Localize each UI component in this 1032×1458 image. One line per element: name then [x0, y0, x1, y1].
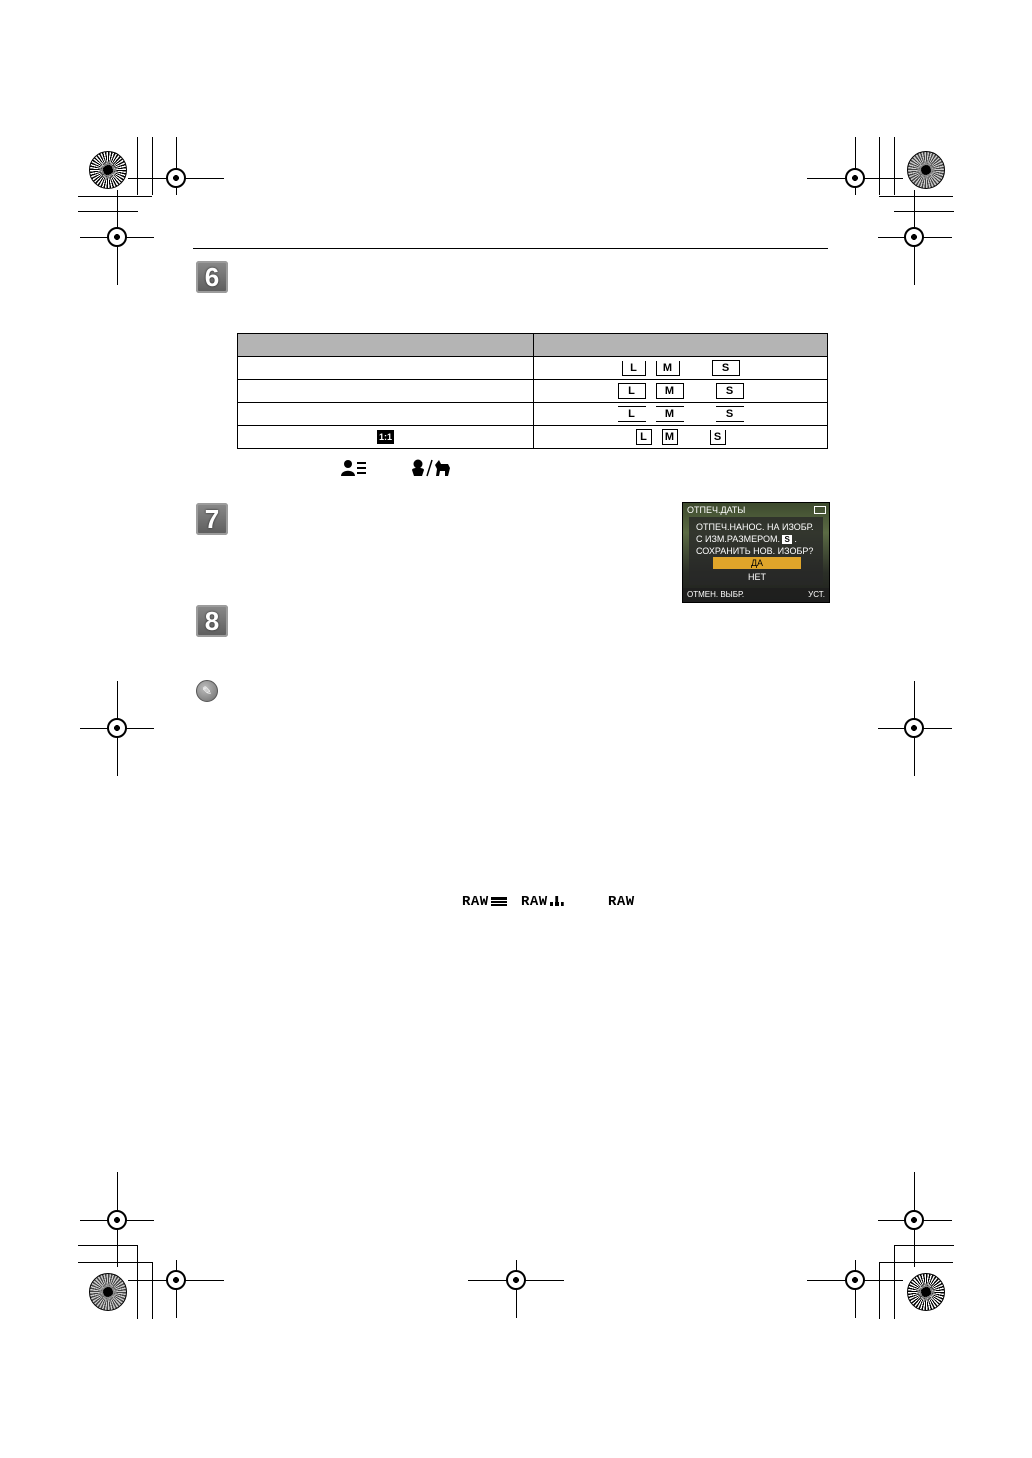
- target-icon: [107, 718, 127, 738]
- registration-rosette-icon: [907, 151, 945, 189]
- dialog-line-3: СОХРАНИТЬ НОВ. ИЗОБР?: [696, 546, 814, 556]
- crop-mark: [137, 137, 138, 195]
- target-icon: [904, 227, 924, 247]
- no-option[interactable]: НЕТ: [748, 572, 766, 582]
- table-cell: [238, 380, 534, 403]
- size-table: [237, 333, 828, 449]
- table-row: [238, 357, 828, 380]
- target-icon: [166, 1270, 186, 1290]
- screen-title: ОТПЕЧ.ДАТЫ: [687, 505, 746, 515]
- target-icon: [166, 168, 186, 188]
- battery-icon: [814, 506, 826, 514]
- crop-mark: [78, 1262, 152, 1263]
- table-row: [238, 426, 828, 449]
- raw-label: RAW: [521, 894, 548, 910]
- baby-pet-icon: [410, 459, 452, 477]
- crop-mark: [879, 1262, 953, 1263]
- crop-mark: [894, 137, 895, 195]
- step-8-badge: 8: [196, 605, 228, 637]
- registration-rosette-icon: [907, 1273, 945, 1311]
- dialog-line-2-text: С ИЗМ.РАЗМЕРОМ.: [696, 534, 780, 544]
- target-icon: [845, 1270, 865, 1290]
- raw-fine-icon: [462, 894, 507, 910]
- crop-mark: [879, 137, 880, 195]
- camera-lcd-screenshot: [682, 502, 830, 603]
- table-header-row: [238, 334, 828, 357]
- table-row: [238, 380, 828, 403]
- raw-icon: [608, 894, 635, 910]
- crop-mark: [137, 1245, 138, 1319]
- crop-mark: [894, 211, 954, 212]
- target-icon: [904, 718, 924, 738]
- size-l-icon: L: [636, 429, 652, 445]
- raw-standard-icon: [521, 894, 564, 910]
- crop-mark: [78, 1245, 138, 1246]
- yes-option[interactable]: ДА: [713, 557, 801, 569]
- table-cell: [534, 426, 828, 449]
- size-l-icon: L: [622, 361, 646, 376]
- aspect-ratio-1-1-icon: 1:1: [378, 432, 392, 443]
- target-icon: [506, 1270, 526, 1290]
- confirm-dialog: [689, 517, 823, 585]
- header-rule: [193, 248, 828, 249]
- crop-mark: [894, 1245, 895, 1319]
- size-m-icon: M: [662, 429, 678, 445]
- dialog-line-2-end: .: [794, 534, 797, 544]
- dialog-line-2: [696, 533, 797, 545]
- registration-rosette-icon: [89, 151, 127, 189]
- raw-label: RAW: [462, 894, 489, 910]
- size-l-icon: L: [618, 406, 646, 422]
- crop-mark: [879, 1262, 880, 1319]
- note-pencil-icon: ✎: [196, 680, 218, 702]
- screen-footer: [683, 588, 829, 602]
- size-m-icon: M: [656, 361, 680, 376]
- target-icon: [904, 1210, 924, 1230]
- cancel-select-hint: ОТМЕН. ВЫБР.: [687, 590, 745, 599]
- registration-rosette-icon: [89, 1273, 127, 1311]
- size-s-icon: S: [784, 535, 790, 544]
- target-icon: [107, 1210, 127, 1230]
- table-cell: [238, 426, 534, 449]
- target-icon: [107, 227, 127, 247]
- size-m-icon: M: [656, 406, 684, 422]
- table-cell: [238, 403, 534, 426]
- size-l-icon: L: [618, 383, 646, 399]
- size-s-icon: S: [716, 383, 744, 399]
- raw-label: RAW: [608, 894, 635, 910]
- crop-mark: [78, 211, 138, 212]
- step-6-badge: 6: [196, 261, 228, 293]
- crop-mark: [152, 137, 153, 195]
- face-recognition-icon: [341, 459, 367, 477]
- table-cell: [534, 357, 828, 380]
- crop-mark: [78, 196, 152, 197]
- table-cell: [534, 403, 828, 426]
- table-header-cell: [534, 334, 828, 357]
- size-m-icon: M: [656, 383, 684, 399]
- crop-mark: [894, 1245, 954, 1246]
- dialog-line-1: ОТПЕЧ.НАНОС. НА ИЗОБР.: [696, 522, 814, 532]
- set-hint: УСТ.: [808, 590, 825, 599]
- size-s-icon: S: [710, 430, 726, 445]
- crop-mark: [879, 196, 953, 197]
- target-icon: [845, 168, 865, 188]
- size-s-icon: S: [712, 360, 740, 376]
- table-header-cell: [238, 334, 534, 357]
- crop-mark: [152, 1262, 153, 1319]
- size-s-icon: S: [716, 406, 744, 422]
- step-7-badge: 7: [196, 503, 228, 535]
- table-row: [238, 403, 828, 426]
- table-cell: [238, 357, 534, 380]
- table-cell: [534, 380, 828, 403]
